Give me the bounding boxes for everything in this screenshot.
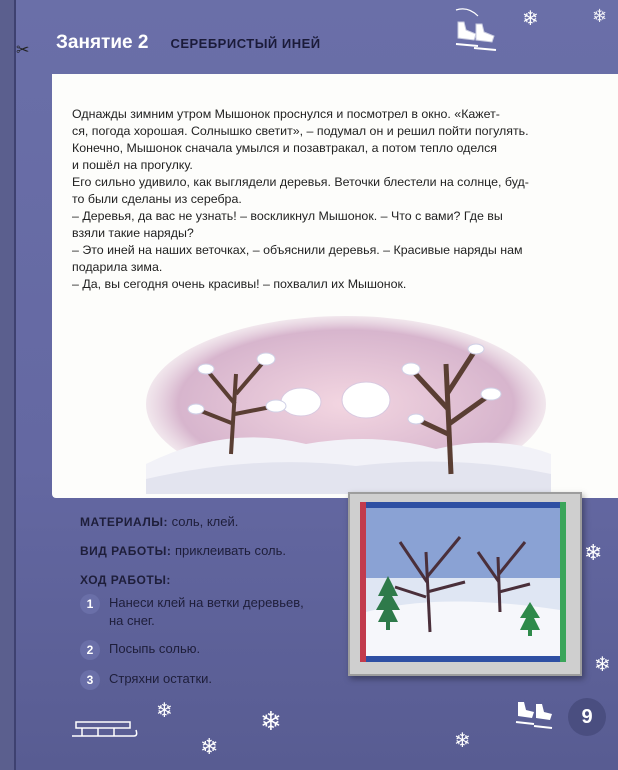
step-text xyxy=(109,670,212,688)
snowflake-icon: ❄ xyxy=(592,6,608,26)
materials-line xyxy=(80,514,350,529)
work-type-value: приклеивать соль. xyxy=(174,543,286,558)
story-line: ся, погода хорошая. Солнышко светит», – подумал он и решил пойти погулять. xyxy=(72,124,529,138)
materials-label: МАТЕРИАЛЫ: xyxy=(80,515,169,529)
story-line: взяли такие наряды? xyxy=(72,226,194,240)
snowflake-icon: ❄ xyxy=(594,654,611,676)
instructions-panel xyxy=(52,498,618,700)
steps-list xyxy=(80,594,360,700)
step-item xyxy=(80,670,360,690)
materials-value: соль, клей. xyxy=(171,514,239,529)
skates-icon xyxy=(512,696,560,736)
lesson-title: СЕРЕБРИСТЫЙ ИНЕЙ xyxy=(170,35,321,51)
step-text xyxy=(109,640,200,658)
winter-trees-illustration xyxy=(136,314,556,494)
step-number: 1 xyxy=(80,594,100,614)
story-line: подарила зима. xyxy=(72,260,163,274)
story-line: – Это иней на наших веточках, – объяснили деревья. – Красивые наряды нам xyxy=(72,243,523,257)
procedure-label: ХОД РАБОТЫ: xyxy=(80,573,171,587)
story-line: – Деревья, да вас не узнать! – воскликнул Мышонок. – Что с вами? Где вы xyxy=(72,209,503,223)
story-panel xyxy=(52,74,618,498)
procedure-line xyxy=(80,572,350,587)
step-text-line: Нанеси клей на ветки деревьев, xyxy=(109,595,304,610)
step-text-line: Посыпь солью. xyxy=(109,641,201,656)
story-line: то были сделаны из серебра. xyxy=(72,192,242,206)
step-text-line: на снег. xyxy=(109,613,155,628)
info-block xyxy=(80,514,350,601)
step-text xyxy=(109,594,304,630)
skates-icon xyxy=(448,2,504,58)
sled-icon xyxy=(68,718,138,742)
story-line: Конечно, Мышонок сначала умылся и позавтракал, а потом тепло оделся xyxy=(72,141,498,155)
story-line: и пошёл на прогулку. xyxy=(72,158,193,172)
snowflake-icon: ❄ xyxy=(260,706,282,736)
work-type-label: ВИД РАБОТЫ: xyxy=(80,544,172,558)
story-line: – Да, вы сегодня очень красивы! – похвалил их Мышонок. xyxy=(72,277,407,291)
lesson-number: Занятие 2 xyxy=(56,32,149,53)
story-line: Его сильно удивило, как выглядели деревья. Веточки блестели на солнце, буд- xyxy=(72,175,529,189)
craft-example-picture xyxy=(348,492,582,676)
snowflake-icon: ❄ xyxy=(522,8,539,30)
book-page xyxy=(14,0,618,770)
step-item xyxy=(80,594,360,630)
step-number: 2 xyxy=(80,640,100,660)
story-text xyxy=(72,106,592,293)
salt-trees-artwork xyxy=(360,502,566,662)
snowflake-icon: ❄ xyxy=(200,734,219,759)
step-text-line: Стряхни остатки. xyxy=(109,671,213,686)
snowflake-icon: ❄ xyxy=(584,540,603,565)
snowflake-icon: ❄ xyxy=(156,700,173,722)
page-number: 9 xyxy=(568,698,606,736)
snowflake-icon: ❄ xyxy=(454,730,471,752)
scissors-icon: ✂ xyxy=(16,42,30,59)
step-number: 3 xyxy=(80,670,100,690)
story-line: Однажды зимним утром Мышонок проснулся и посмотрел в окно. «Кажет- xyxy=(72,107,500,121)
step-item xyxy=(80,640,360,660)
work-type-line xyxy=(80,543,350,558)
